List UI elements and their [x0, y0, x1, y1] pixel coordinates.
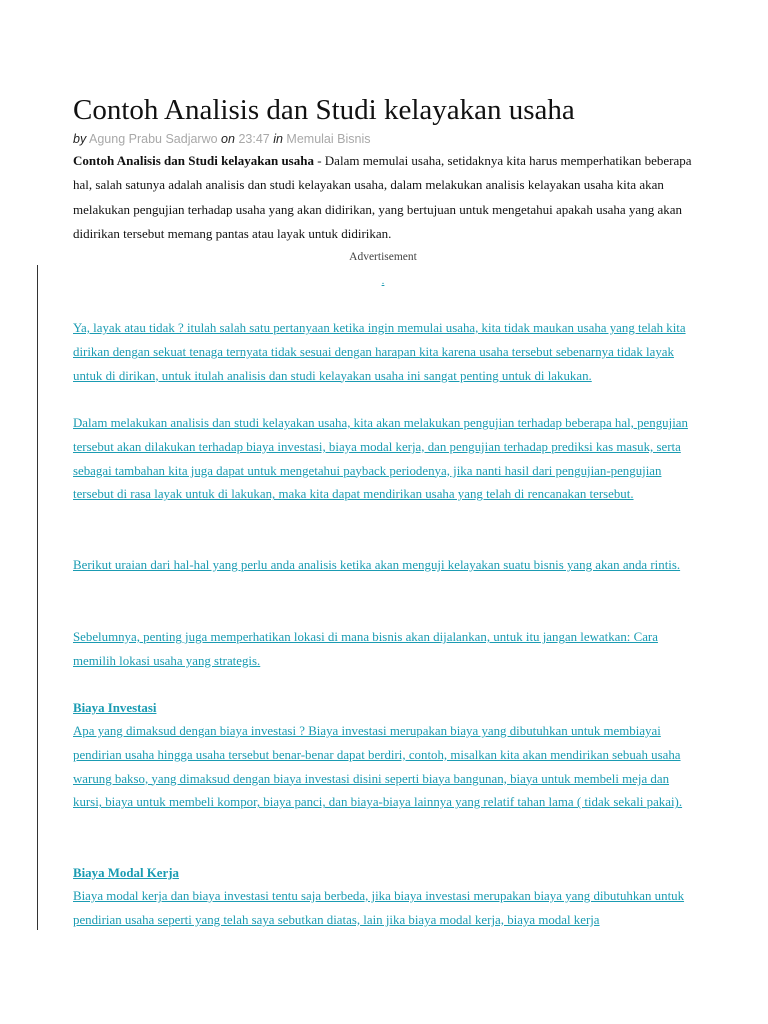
paragraph-biaya-investasi[interactable]: Apa yang dimaksud dengan biaya investasi ? Biaya investasi merupakan biaya yang dibutuhkan untuk membiayai pendirian usaha hingga usaha tersebut benar-benar dapat berdiri, contoh, misalkan kita akan mendirikan sebuah usaha warung bakso, yang dimaksud dengan biaya investasi disini seperti biaya bangunan, biaya untuk membeli meja dan kursi, biaya untuk membeli kompor, biaya panci, dan biaya-biaya lainnya yang relatif tahan lama ( tidak sekali pakai). [73, 724, 683, 810]
advertisement-link[interactable]: . [381, 275, 385, 287]
paragraph-biaya-modal-kerja[interactable]: Biaya modal kerja dan biaya investasi tentu saja berbeda, jika biaya investasi merupakan biaya yang dibutuhkan untuk pendirian usaha seperti yang telah saya sebutkan diatas, lain jika biaya modal kerja, biaya modal kerja [73, 889, 685, 927]
paragraph-layak[interactable]: Ya, layak atau tidak ? itulah salah satu pertanyaan ketika ingin memulai usaha, kita tidak maukan usaha yang telah kita dirikan dengan sekuat tenaga ternyata tidak sesuai dengan harapan kita karena usaha tersebut sebenarnya tidak layak untuk di dirikan, untuk itulah analisis dan studi kelayakan usaha ini sangat penting untuk di lakukan. [73, 321, 686, 383]
author-link[interactable]: Agung Prabu Sadjarwo [89, 132, 218, 146]
advertisement-label: Advertisement [349, 251, 417, 263]
heading-biaya-modal-kerja[interactable]: Biaya Modal Kerja [73, 866, 179, 880]
intro-text: - Dalam memulai usaha, setidaknya kita harus memperhatikan beberapa hal, salah satunya adalah analisis dan studi kelayakan usaha, dalam melakukan analisis kelayakan usaha kita akan melakukan pengujian terhadap usaha yang akan didirikan, yang bertujuan untuk mengetahui apakah usaha yang akan didirikan tersebut memang pantas atau layak untuk didirikan. [73, 153, 692, 242]
intro-keyword: Contoh Analisis dan Studi kelayakan usaha [73, 153, 314, 168]
left-margin-rule [37, 265, 38, 930]
paragraph-uraian[interactable]: Berikut uraian dari hal-hal yang perlu anda analisis ketika akan menguji kelayakan suatu bisnis yang akan anda rintis. [73, 558, 681, 572]
intro-paragraph [73, 149, 697, 247]
byline [73, 131, 370, 147]
heading-biaya-investasi[interactable]: Biaya Investasi [73, 701, 157, 715]
paragraph-pengujian[interactable]: Dalam melakukan analisis dan studi kelayakan usaha, kita akan melakukan pengujian terhadap beberapa hal, pengujian tersebut akan dilakukan terhadap biaya investasi, biaya modal kerja, dan pengujian terhadap prediksi kas masuk, serta sebagai tambahan kita juga dapat untuk mengetahui payback periodenya, jika nanti hasil dari pengujian-pengujian tersebut di rasa layak untuk di lakukan, maka kita dapat mendirikan usaha yang telah di rencanakan tersebut. [73, 416, 688, 502]
post-time-link[interactable]: 23:47 [238, 132, 270, 146]
byline-on: on [221, 132, 235, 146]
byline-by: by [73, 132, 87, 146]
paragraph-lokasi[interactable]: Sebelumnya, penting juga memperhatikan lokasi di mana bisnis akan dijalankan, untuk itu jangan lewatkan: Cara memilih lokasi usaha yang strategis. [73, 630, 658, 668]
article-title: Contoh Analisis dan Studi kelayakan usaha [73, 94, 575, 126]
byline-in: in [273, 132, 283, 146]
category-link[interactable]: Memulai Bisnis [286, 132, 371, 146]
